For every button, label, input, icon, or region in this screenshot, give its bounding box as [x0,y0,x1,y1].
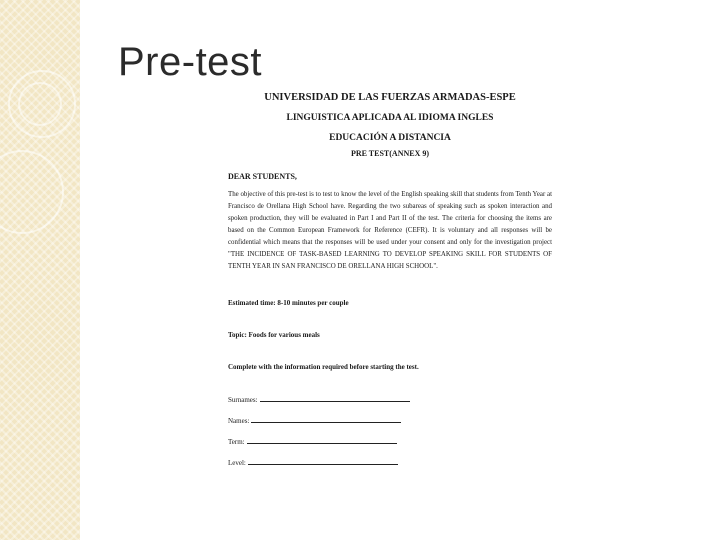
decorative-ring [18,82,62,126]
decorative-side-band [0,0,80,540]
instruction: Complete with the information required before starting the test. [228,363,419,371]
topic: Topic: Foods for various meals [228,331,320,339]
surnames-field [228,395,552,404]
annex-heading: PRE TEST(ANNEX 9) [350,149,430,158]
slide-title: Pre-test [118,40,263,84]
names-field [228,416,552,425]
level-blank [248,458,398,465]
level-label: Level: [228,459,246,467]
objective-paragraph: The objective of this pre-test is to test to know the level of the English speaking skill that students from Tenth Year at Francisco de Orellana High School have. Regarding the two subareas of speaking such as spoken interaction and spoken production, they will be evaluated in Part I and Part II of the test. The criteria for choosing the items are based on the Common European Framework for Reference (CEFR). It is voluntary and all responses will be confidential which means that the responses will be used under your consent and only for the investigation project "THE INCIDENCE OF TASK-BASED LEARNING TO DEVELOP SPEAKING SKILL FOR STUDENTS OF TENTH YEAR IN SAN FRANCISCO DE ORELLANA HIGH SCHOOL". [228,191,552,270]
surnames-label: Surnames: [228,396,258,404]
term-label: Term: [228,438,245,446]
level-field [228,458,552,467]
surnames-blank [260,395,410,402]
program-heading: LINGUISTICA APLICADA AL IDIOMA INGLES [286,113,494,123]
estimated-time: Estimated time: 8-10 minutes per couple [228,299,349,307]
names-blank [251,416,401,423]
decorative-ring [0,150,64,234]
modality-heading: EDUCACIÓN A DISTANCIA [329,133,451,143]
term-field [228,437,552,446]
greeting: DEAR STUDENTS, [228,172,297,181]
pretest-document [228,92,552,522]
names-label: Names: [228,417,250,425]
university-heading: UNIVERSIDAD DE LAS FUERZAS ARMADAS-ESPE [264,92,516,103]
term-blank [247,437,397,444]
